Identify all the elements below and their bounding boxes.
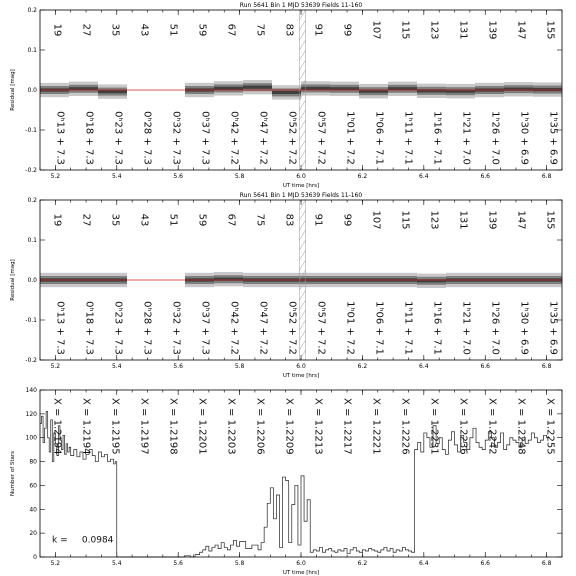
field-number-label: 83 (283, 213, 295, 227)
y-tick-label: 0.1 (27, 47, 37, 54)
hatch-line (299, 220, 305, 230)
field-position-label: 0ʰ32 + 7.3 (170, 301, 182, 355)
hatch-line (299, 240, 305, 250)
field-position-label: 1ʰ01 + 7.2 (344, 301, 356, 355)
x-tick-label: 5.2 (50, 363, 61, 370)
x-tick-label: 5.4 (111, 560, 122, 567)
x-tick-label: 6.0 (296, 363, 306, 370)
airmass-label: X = 1.2226 (399, 398, 411, 455)
x-tick-label: 5.8 (234, 560, 245, 567)
field-position-label: 0ʰ13 + 7.3 (54, 111, 66, 165)
field-position-label: 0ʰ57 + 7.2 (315, 111, 327, 165)
hatch-line (299, 230, 305, 240)
hatch-line (299, 70, 305, 80)
y-axis-title: Residual [mag] (10, 259, 16, 301)
hatch-line (299, 300, 305, 310)
airmass-label: X = 1.2206 (254, 398, 266, 455)
field-position-label: 1ʰ30 + 6.9 (518, 111, 530, 165)
airmass-label: X = 1.2203 (225, 398, 237, 455)
field-number-label: 51 (167, 213, 179, 227)
hatch-line (299, 50, 305, 60)
field-position-label: 0ʰ23 + 7.3 (112, 301, 124, 355)
field-number-label: 27 (80, 213, 92, 227)
field-number-label: 19 (51, 23, 63, 37)
y-tick-label: -0.1 (25, 127, 37, 134)
hatch-line (299, 250, 305, 260)
y-tick-label: 0.0 (27, 277, 37, 284)
field-number-label: 75 (254, 213, 266, 227)
y-tick-label: -0.2 (25, 167, 37, 174)
field-position-label: 1ʰ26 + 7.0 (489, 301, 501, 355)
residual-band-core (243, 86, 272, 89)
airmass-label: X = 1.2221 (370, 398, 382, 455)
field-number-label: 67 (225, 23, 237, 37)
hatch-line (299, 130, 305, 140)
field-position-label: 1ʰ35 + 6.9 (547, 111, 559, 165)
field-position-label: 0ʰ47 + 7.2 (257, 111, 269, 165)
field-number-label: 123 (428, 210, 440, 230)
field-position-label: 1ʰ35 + 6.9 (547, 301, 559, 355)
x-tick-label: 6.4 (419, 363, 429, 370)
field-position-label: 0ʰ52 + 7.2 (286, 111, 298, 165)
residual-band-core (214, 87, 243, 90)
field-position-label: 1ʰ26 + 7.0 (489, 111, 501, 165)
y-tick-label: 0.1 (27, 237, 37, 244)
field-number-label: 147 (515, 20, 527, 40)
field-position-label: 0ʰ42 + 7.2 (228, 301, 240, 355)
field-position-label: 1ʰ06 + 7.1 (373, 301, 385, 355)
field-position-label: 1ʰ21 + 7.0 (460, 301, 472, 355)
hatch-line (299, 320, 305, 330)
airmass-label: X = 1.2217 (341, 398, 353, 455)
hatch-line (299, 290, 305, 300)
y-tick-label: 140 (25, 387, 37, 394)
hatch-line (299, 160, 305, 170)
y-tick-label: 100 (25, 434, 37, 442)
x-tick-label: 5.4 (111, 173, 122, 180)
field-number-label: 147 (515, 210, 527, 230)
field-number-label: 131 (457, 210, 469, 230)
x-tick-label: 6.6 (480, 560, 491, 567)
x-tick-label: 6.4 (419, 560, 429, 567)
field-position-label: 1ʰ21 + 7.0 (460, 111, 472, 165)
field-number-label: 43 (138, 213, 150, 227)
x-tick-label: 6.8 (541, 560, 552, 567)
field-position-label: 1ʰ11 + 7.1 (402, 111, 414, 165)
field-position-label: 1ʰ16 + 7.1 (431, 111, 443, 165)
field-position-label: 0ʰ28 + 7.3 (141, 301, 153, 355)
airmass-label: X = 1.2255 (544, 398, 556, 455)
y-tick-label: 20 (29, 530, 37, 538)
hatch-line (299, 40, 305, 50)
airmass-label: X = 1.2236 (457, 398, 469, 455)
x-axis-title: UT time [hrs] (282, 183, 320, 189)
airmass-label: X = 1.2248 (515, 398, 527, 455)
field-position-label: 0ʰ47 + 7.2 (257, 301, 269, 355)
field-position-label: 0ʰ18 + 7.3 (83, 111, 95, 165)
field-number-label: 107 (370, 210, 382, 230)
field-number-label: 123 (428, 20, 440, 40)
x-tick-label: 6.0 (296, 560, 306, 567)
field-number-label: 75 (254, 23, 266, 37)
x-tick-label: 5.2 (50, 560, 61, 567)
field-number-label: 83 (283, 23, 295, 37)
field-position-label: 0ʰ57 + 7.2 (315, 301, 327, 355)
field-number-label: 99 (341, 213, 353, 227)
field-number-label: 51 (167, 23, 179, 37)
x-tick-label: 5.8 (234, 173, 245, 180)
x-tick-label: 6.8 (541, 173, 552, 180)
residual-panel-middle (10, 192, 562, 379)
airmass-label: X = 1.2194 (51, 398, 63, 455)
field-number-label: 35 (109, 23, 121, 37)
field-number-label: 27 (80, 23, 92, 37)
field-position-label: 0ʰ23 + 7.3 (112, 111, 124, 165)
hatch-line (299, 210, 305, 220)
panel-title: Run 5641 Bin 1 MJD 53639 Fields 11-160 (239, 2, 363, 9)
y-tick-label: 0.0 (27, 87, 37, 94)
y-tick-label: 60 (29, 482, 37, 490)
y-tick-label: 0 (33, 554, 37, 561)
hatch-line (299, 20, 305, 30)
y-tick-label: 0.2 (27, 7, 37, 14)
field-position-label: 0ʰ37 + 7.3 (199, 111, 211, 165)
y-axis-title: Residual [mag] (10, 69, 16, 111)
field-number-label: 131 (457, 20, 469, 40)
airmass-label: X = 1.2213 (312, 398, 324, 455)
field-position-label: 0ʰ32 + 7.3 (170, 111, 182, 165)
residual-band-core (98, 90, 127, 93)
field-number-label: 155 (544, 20, 556, 40)
airmass-label: X = 1.2197 (138, 398, 150, 455)
y-axis-title: Number of Stars (10, 450, 16, 497)
x-tick-label: 6.2 (357, 173, 368, 180)
field-position-label: 1ʰ11 + 7.1 (402, 301, 414, 355)
residual-panel-top (10, 2, 562, 189)
hatch-line (299, 30, 305, 40)
x-tick-label: 5.2 (50, 173, 61, 180)
hatch-line (299, 260, 305, 270)
field-position-label: 0ʰ52 + 7.2 (286, 301, 298, 355)
field-number-label: 115 (399, 210, 411, 230)
hatch-line (299, 100, 305, 110)
hatch-line (299, 200, 305, 210)
y-tick-label: 120 (25, 410, 37, 418)
hatch-line (299, 350, 305, 360)
airmass-label: X = 1.2201 (196, 398, 208, 455)
x-tick-label: 6.6 (480, 173, 491, 180)
x-tick-label: 6.6 (480, 363, 491, 370)
y-tick-label: -0.1 (25, 317, 37, 324)
hatch-line (299, 60, 305, 70)
hatch-line (299, 150, 305, 160)
field-number-label: 155 (544, 210, 556, 230)
airmass-label: X = 1.2231 (428, 398, 440, 455)
x-tick-label: 6.8 (541, 363, 552, 370)
panel-title: Run 5641 Bin 1 MJD 53639 Fields 11-160 (239, 192, 363, 199)
x-tick-label: 6.0 (296, 173, 306, 180)
field-number-label: 99 (341, 23, 353, 37)
hatch-line (299, 330, 305, 340)
airmass-label: X = 1.2198 (167, 398, 179, 455)
hatch-line (299, 140, 305, 150)
x-tick-label: 6.2 (357, 363, 368, 370)
x-tick-label: 5.4 (111, 363, 122, 370)
field-position-label: 0ʰ37 + 7.3 (199, 301, 211, 355)
field-number-label: 139 (486, 210, 498, 230)
field-number-label: 59 (196, 23, 208, 37)
x-tick-label: 6.4 (419, 173, 429, 180)
field-position-label: 1ʰ01 + 7.2 (344, 111, 356, 165)
hatch-line (299, 310, 305, 320)
field-position-label: 0ʰ18 + 7.3 (83, 301, 95, 355)
y-tick-label: 40 (29, 506, 37, 514)
residual-band-core (272, 91, 301, 94)
hatch-line (299, 10, 305, 20)
y-tick-label: -0.2 (25, 357, 37, 364)
hatch-line (299, 120, 305, 130)
hatch-line (299, 110, 305, 120)
field-number-label: 35 (109, 213, 121, 227)
field-position-label: 1ʰ06 + 7.1 (373, 111, 385, 165)
field-position-label: 0ʰ28 + 7.3 (141, 111, 153, 165)
star-count-panel (10, 387, 562, 576)
x-tick-label: 5.6 (173, 363, 183, 370)
x-tick-label: 5.8 (234, 363, 245, 370)
field-number-label: 19 (51, 213, 63, 227)
field-number-label: 67 (225, 213, 237, 227)
extinction-annotation: k = 0.0984 (52, 535, 114, 546)
field-number-label: 59 (196, 213, 208, 227)
hatch-line (299, 340, 305, 350)
field-position-label: 0ʰ42 + 7.2 (228, 111, 240, 165)
field-number-label: 115 (399, 20, 411, 40)
x-tick-label: 5.6 (173, 560, 183, 567)
field-number-label: 91 (312, 213, 324, 227)
airmass-label: X = 1.2209 (283, 398, 295, 455)
field-number-label: 139 (486, 20, 498, 40)
field-position-label: 1ʰ16 + 7.1 (431, 301, 443, 355)
residual-band-core (301, 87, 330, 90)
airmass-label: X = 1.2242 (486, 398, 498, 455)
field-number-label: 43 (138, 23, 150, 37)
field-number-label: 107 (370, 20, 382, 40)
field-position-label: 1ʰ30 + 6.9 (518, 301, 530, 355)
field-number-label: 91 (312, 23, 324, 37)
x-tick-label: 6.2 (357, 560, 368, 567)
y-tick-label: 0.2 (27, 197, 37, 204)
airmass-label: X = 1.2195 (109, 398, 121, 455)
x-axis-title: UT time [hrs] (282, 570, 320, 576)
x-tick-label: 5.6 (173, 173, 183, 180)
y-tick-label: 80 (29, 458, 37, 466)
x-axis-title: UT time [hrs] (282, 373, 320, 379)
field-position-label: 0ʰ13 + 7.3 (54, 301, 66, 355)
airmass-label: X = 1.2194 (80, 398, 92, 455)
